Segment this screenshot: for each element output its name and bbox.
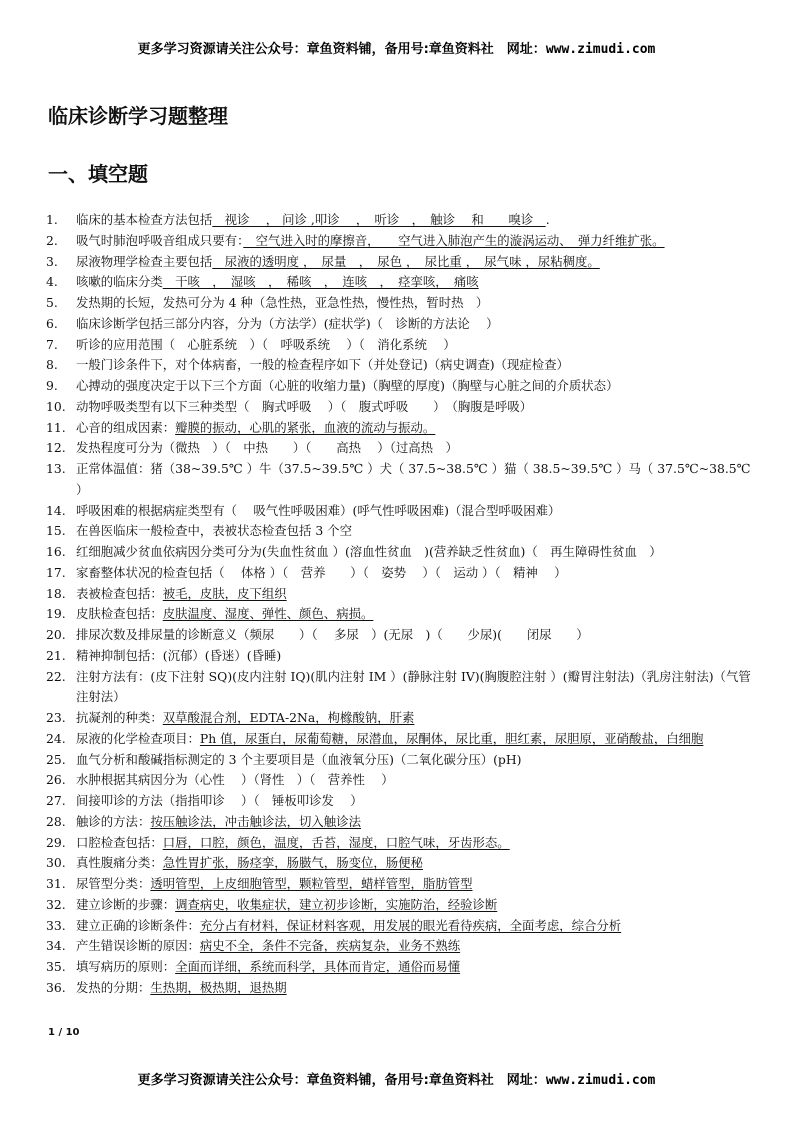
question-text: 精神抑制包括：(沉郁）(昏迷）(昏睡) bbox=[76, 647, 282, 663]
item-text bbox=[76, 770, 752, 791]
item-number: 28. bbox=[46, 813, 66, 829]
list-item bbox=[46, 418, 752, 439]
answer-text: 视诊 ， 问诊 ,叩诊 ， 听诊 ， 触诊 和 嗅诊 bbox=[212, 212, 546, 227]
item-text bbox=[76, 604, 752, 625]
header-banner-url[interactable]: www.zimudi.com bbox=[545, 42, 656, 57]
answer-text: Ph 值，尿蛋白，尿葡萄糖，尿潜血，尿酮体，尿比重，胆红素，尿胆原，亚硝酸盐，白细胞 bbox=[199, 730, 704, 746]
list-item bbox=[46, 542, 752, 563]
answer-text: 全面而详细，系统而科学，具体而肯定，通俗而易懂 bbox=[175, 959, 461, 974]
item-text bbox=[76, 874, 752, 895]
list-item bbox=[46, 521, 752, 542]
list-item bbox=[46, 874, 752, 895]
list-item bbox=[46, 833, 752, 854]
item-text bbox=[76, 542, 752, 563]
item-text bbox=[76, 895, 752, 916]
answer-text: 空气进入时的摩擦音， 空气进入肺泡产生的漩涡运动、 弹力纤维扩张。 bbox=[243, 232, 665, 248]
item-text bbox=[76, 521, 752, 542]
item-text bbox=[76, 210, 752, 231]
list-item bbox=[46, 770, 752, 791]
item-number: 4. bbox=[46, 274, 58, 290]
item-number: 10. bbox=[46, 398, 66, 414]
item-text bbox=[76, 376, 752, 397]
question-text: 触诊的方法： bbox=[76, 813, 151, 829]
item-number: 31. bbox=[46, 876, 66, 891]
list-item bbox=[46, 916, 752, 937]
list-item bbox=[46, 812, 752, 833]
question-text: 正常体温值：猪（38~39.5℃ ）牛（37.5~39.5℃ ）犬（ 37.5~38.5℃ ）猫（ 38.5~39.5℃ ）马（ 37.5℃~38.5℃ ） bbox=[76, 461, 788, 497]
answer-text: 急性胃扩张，肠痉挛，肠臌气，肠变位，肠便秘 bbox=[162, 855, 423, 871]
item-number: 15. bbox=[46, 523, 66, 539]
question-text: 皮肤检查包括： bbox=[76, 606, 163, 622]
question-text: 在兽医临床一般检查中，表被状态检查包括 3 个空 bbox=[76, 523, 352, 539]
list-item bbox=[46, 667, 752, 709]
question-text: 尿管型分类： bbox=[76, 876, 151, 891]
question-text: 间接叩诊的方法（指指叩诊 ）（ 锤板叩诊发 ） bbox=[76, 793, 363, 808]
list-item bbox=[46, 729, 752, 750]
list-item bbox=[46, 438, 752, 459]
item-number: 34. bbox=[46, 938, 66, 954]
list-item bbox=[46, 563, 752, 584]
item-number: 21. bbox=[46, 647, 66, 663]
item-text bbox=[76, 667, 752, 709]
item-number: 26. bbox=[46, 772, 66, 788]
item-text bbox=[76, 355, 752, 376]
header-banner bbox=[0, 38, 793, 57]
question-text: 发热的分期： bbox=[76, 979, 151, 995]
list-item bbox=[46, 978, 752, 999]
list-item bbox=[46, 708, 752, 729]
question-text: 真性腹痛分类： bbox=[76, 855, 163, 871]
item-number: 13. bbox=[46, 461, 66, 476]
question-text: 抗凝剂的种类： bbox=[76, 710, 163, 725]
item-number: 35. bbox=[46, 959, 66, 974]
item-text bbox=[76, 750, 752, 771]
question-text: 动物呼吸类型有以下三种类型（ 胸式呼吸 ）（ 腹式呼吸 ） （胸腹是呼吸） bbox=[76, 398, 533, 414]
item-number: 16. bbox=[46, 544, 66, 559]
question-text: 表被检查包括： bbox=[76, 585, 163, 601]
list-item bbox=[46, 252, 752, 273]
item-number: 36. bbox=[46, 979, 66, 995]
item-text bbox=[76, 978, 752, 999]
question-text: 产生错误诊断的原因： bbox=[76, 938, 200, 954]
question-text: 吸气时肺泡呼吸音组成只要有： bbox=[76, 232, 244, 248]
item-number: 22. bbox=[46, 668, 66, 684]
item-text bbox=[76, 729, 752, 750]
item-number: 3. bbox=[46, 253, 58, 269]
question-text: 家畜整体状况的检查包括（ 体格 ）（ 营养 ）（ 姿势 ）（ 运动 ）（ 精神 ） bbox=[76, 564, 567, 580]
document-title: 临床诊断学习题整理 bbox=[48, 104, 228, 128]
item-number: 29. bbox=[46, 834, 66, 850]
item-number: 24. bbox=[46, 730, 66, 746]
list-item bbox=[46, 646, 752, 667]
list-item bbox=[46, 231, 752, 252]
list-item bbox=[46, 272, 752, 293]
answer-text: 瓣膜的振动，心肌的紧张，血液的流动与振动。 bbox=[175, 419, 436, 435]
item-number: 14. bbox=[46, 502, 66, 518]
question-text: 一般门诊条件下，对个体病畜，一般的检查程序如下（并处登记)（病史调查)（现症检查） bbox=[76, 357, 569, 373]
item-number: 5. bbox=[46, 295, 58, 310]
question-list bbox=[46, 210, 788, 999]
answer-text: 双草酸混合剂，EDTA-2Na，枸橼酸钠，肝素 bbox=[162, 710, 415, 725]
list-item bbox=[46, 957, 752, 978]
item-number: 1. bbox=[46, 212, 58, 227]
item-text bbox=[76, 584, 752, 605]
item-number: 12. bbox=[46, 440, 66, 456]
item-text bbox=[76, 708, 752, 729]
footer-banner-text: 更多学习资源请关注公众号：章鱼资料铺，备用号:章鱼资料社 网址： bbox=[137, 1073, 546, 1088]
question-text: 建立正确的诊断条件： bbox=[76, 917, 200, 933]
item-text bbox=[76, 791, 752, 812]
answer-text: 皮肤温度、湿度、弹性、颜色、病损。 bbox=[162, 606, 374, 622]
question-text: 心搏动的强度决定于以下三个方面（心脏的收缩力量)（胸壁的厚度)（胸壁与心脏之间的介质状态） bbox=[76, 378, 619, 393]
answer-text: 病史不全，条件不完备，疾病复杂，业务不熟练 bbox=[199, 938, 461, 954]
question-text: 发热程度可分为（微热 ）（ 中热 ）（ 高热 ）（过高热 ） bbox=[76, 440, 458, 456]
question-text: 呼吸困难的根据病症类型有（ 吸气性呼吸困难）(呼气性呼吸困难)（混合型呼吸困难） bbox=[76, 502, 561, 518]
list-item bbox=[46, 314, 752, 335]
item-text bbox=[76, 335, 752, 356]
section-title: 一、填空题 bbox=[48, 162, 148, 186]
list-item bbox=[46, 750, 752, 771]
item-number: 23. bbox=[46, 710, 66, 725]
item-text bbox=[76, 459, 788, 501]
answer-text: 透明管型，上皮细胞管型，颗粒管型，蜡样管型，脂肪管型 bbox=[150, 876, 473, 891]
item-number: 25. bbox=[46, 751, 66, 767]
question-text: 临床诊断学包括三部分内容，分为（方法学）(症状学)（ 诊断的方法论 ） bbox=[76, 315, 499, 331]
item-number: 2. bbox=[46, 232, 58, 248]
list-item bbox=[46, 936, 752, 957]
item-number: 7. bbox=[46, 336, 58, 352]
item-text bbox=[76, 293, 752, 314]
item-text bbox=[76, 833, 752, 854]
item-number: 27. bbox=[46, 793, 66, 808]
answer-text: 尿液的透明度 ， 尿量 ， 尿色 ， 尿比重 ， 尿气味 ，尿粘稠度。 bbox=[212, 253, 600, 269]
item-number: 17. bbox=[46, 564, 66, 580]
page-number: 1 / 10 bbox=[48, 1027, 80, 1038]
item-number: 11. bbox=[46, 419, 66, 435]
item-text bbox=[76, 418, 752, 439]
question-text: 临床的基本检查方法包括 bbox=[76, 212, 213, 227]
question-text: . bbox=[545, 212, 550, 227]
item-number: 33. bbox=[46, 917, 66, 933]
footer-banner bbox=[0, 1069, 793, 1088]
list-item bbox=[46, 584, 752, 605]
item-text bbox=[76, 646, 752, 667]
question-text: 心音的组成因素： bbox=[76, 419, 176, 435]
item-text bbox=[76, 812, 752, 833]
question-text: 水肿根据其病因分为（心性 ）（肾性 ）（ 营养性 ） bbox=[76, 772, 394, 788]
item-text bbox=[76, 314, 752, 335]
answer-text: 被毛，皮肤，皮下组织 bbox=[162, 585, 287, 601]
question-text: 发热期的长短，发热可分为 4 种（急性热，亚急性热，慢性热，暂时热 ） bbox=[76, 295, 489, 310]
item-text bbox=[76, 438, 752, 459]
item-number: 20. bbox=[46, 627, 66, 642]
item-text bbox=[76, 272, 752, 293]
answer-text: 充分占有材料，保证材料客观，用发展的眼光看待疾病，全面考虑，综合分析 bbox=[199, 917, 622, 933]
answer-text: 按压触诊法，冲击触诊法，切入触诊法 bbox=[150, 813, 361, 829]
list-item bbox=[46, 501, 752, 522]
list-item bbox=[46, 376, 752, 397]
item-number: 6. bbox=[46, 315, 58, 331]
item-text bbox=[76, 231, 752, 252]
item-text bbox=[76, 563, 752, 584]
list-item bbox=[46, 293, 752, 314]
question-text: 填写病历的原则： bbox=[76, 959, 176, 974]
item-text bbox=[76, 853, 752, 874]
list-item bbox=[46, 853, 752, 874]
item-number: 32. bbox=[46, 896, 66, 912]
item-text bbox=[76, 916, 752, 937]
list-item bbox=[46, 895, 752, 916]
answer-text: 干咳 ， 湿咳 ， 稀咳 ， 连咳 ， 痉挛咳， 痛咳 bbox=[162, 274, 479, 290]
item-text bbox=[76, 957, 752, 978]
question-text: 口腔检查包括： bbox=[76, 834, 163, 850]
question-text: 听诊的应用范围（ 心脏系统 ）（ 呼吸系统 ）（ 消化系统 ） bbox=[76, 336, 456, 352]
list-item bbox=[46, 397, 752, 418]
item-number: 9. bbox=[46, 378, 58, 393]
item-number: 19. bbox=[46, 606, 66, 622]
list-item bbox=[46, 791, 752, 812]
answer-text: 生热期，极热期，退热期 bbox=[150, 979, 287, 995]
list-item bbox=[46, 355, 752, 376]
question-text: 血气分析和酸碱指标测定的 3 个主要项目是（血液氧分压)（二氧化碳分压）(pH) bbox=[76, 751, 522, 767]
item-text bbox=[76, 625, 752, 646]
list-item bbox=[46, 604, 752, 625]
item-text bbox=[76, 501, 752, 522]
question-text: 咳嗽的临床分类 bbox=[76, 274, 163, 290]
question-text: 红细胞减少贫血依病因分类可分为(失血性贫血 ）(溶血性贫血 )(营养缺乏性贫血)（ 再生障碍性贫血 ） bbox=[76, 544, 662, 559]
question-text: 排尿次数及排尿量的诊断意义（频尿 ）（ 多尿 ）(无尿 )（ 少尿)( 闭尿 ） bbox=[76, 627, 589, 642]
question-text: 注射方法有：(皮下注射 SQ)(皮内注射 IQ)(肌内注射 IM ）(静脉注射 IV)(胸腹腔注射 ）(瓣胃注射法)（乳房注射法)（气管注射法） bbox=[76, 668, 751, 705]
header-banner-text: 更多学习资源请关注公众号：章鱼资料铺，备用号:章鱼资料社 网址： bbox=[137, 42, 546, 57]
answer-text: 调查病史，收集症状，建立初步诊断，实施防治，经验诊断 bbox=[175, 896, 498, 912]
item-number: 18. bbox=[46, 585, 66, 601]
list-item bbox=[46, 210, 752, 231]
item-text bbox=[76, 252, 752, 273]
item-number: 8. bbox=[46, 357, 58, 373]
answer-text: 口唇，口腔，颜色，温度，舌苔，湿度，口腔气味，牙齿形态。 bbox=[162, 834, 510, 850]
list-item bbox=[46, 625, 752, 646]
item-text bbox=[76, 397, 752, 418]
footer-banner-url[interactable]: www.zimudi.com bbox=[545, 1073, 656, 1088]
item-text bbox=[76, 936, 752, 957]
question-text: 尿液的化学检查项目： bbox=[76, 730, 200, 746]
item-number: 30. bbox=[46, 855, 66, 871]
question-text: 建立诊断的步骤： bbox=[76, 896, 176, 912]
question-text: 尿液物理学检查主要包括 bbox=[76, 253, 213, 269]
list-item bbox=[46, 335, 752, 356]
list-item bbox=[46, 459, 788, 501]
